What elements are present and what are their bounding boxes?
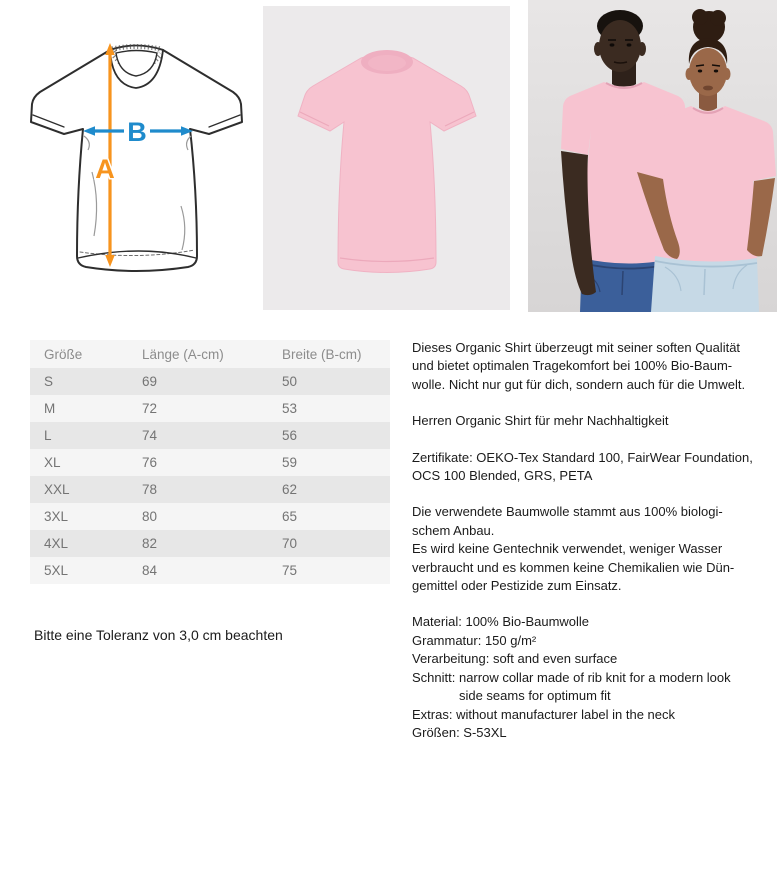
description-line: Herren Organic Shirt für mehr Nachhaltigkeit [412, 413, 669, 429]
models-photo [528, 0, 777, 312]
table-cell: 50 [282, 374, 298, 389]
description [412, 339, 774, 742]
description-paragraph [412, 503, 774, 595]
description-line: side seams for optimum fit [412, 688, 611, 704]
table-cell: 62 [282, 482, 298, 497]
table-cell: L [44, 428, 52, 443]
measurement-label-a: A [95, 154, 115, 184]
table-row [30, 530, 390, 557]
table-cell: 74 [142, 428, 158, 443]
description-line: Grammatur: 150 g/m² [412, 632, 537, 648]
flat-shirt-photo [263, 6, 510, 310]
table-cell: M [44, 401, 56, 416]
table-cell: 78 [142, 482, 158, 497]
description-paragraph [412, 412, 774, 430]
table-cell: 70 [282, 536, 298, 551]
description-line: verbraucht und es kommen keine Chemikalien wie Dün- [412, 559, 735, 575]
description-line: Es wird keine Gentechnik verwendet, weniger Wasser [412, 541, 723, 557]
description-line: Extras: without manufacturer label in the neck [412, 706, 676, 722]
flat-pink-shirt [263, 6, 510, 310]
col-header-length: Länge (A-cm) [142, 346, 224, 362]
table-cell: 84 [142, 563, 158, 578]
table-row [30, 503, 390, 530]
description-line: OCS 100 Blended, GRS, PETA [412, 468, 593, 484]
table-cell: 65 [282, 509, 298, 524]
table-row [30, 476, 390, 503]
table-cell: 56 [282, 428, 298, 443]
description-line: Dieses Organic Shirt überzeugt mit seiner soften Qualität [412, 340, 741, 355]
table-cell: 59 [282, 455, 298, 470]
table-cell: XXL [44, 482, 70, 497]
table-cell: XL [44, 455, 61, 470]
table-row [30, 449, 390, 476]
tolerance-note: Bitte eine Toleranz von 3,0 cm beachten [34, 627, 283, 643]
description-line: Die verwendete Baumwolle stammt aus 100% biologi- [412, 504, 723, 520]
description-line: gemittel oder Pestizide zum Einsatz. [412, 578, 622, 594]
table-cell: 5XL [44, 563, 69, 578]
table-row [30, 395, 390, 422]
pink-shirt-shape [298, 50, 476, 273]
table-row [30, 422, 390, 449]
description-line: und bietet optimalen Tragekomfort bei 100% Bio-Baum- [412, 358, 733, 374]
description-line: Material: 100% Bio-Baumwolle [412, 614, 590, 630]
size-table [30, 340, 390, 584]
table-cell: 4XL [44, 536, 69, 551]
description-paragraph [412, 449, 774, 486]
description-line: wolle. Nicht nur gut für dich, sondern auch für die Umwelt. [412, 376, 746, 392]
table-row [30, 368, 390, 395]
table-cell: 72 [142, 401, 158, 416]
col-header-size: Größe [44, 346, 83, 362]
model-woman [636, 9, 776, 312]
table-cell: 76 [142, 455, 158, 470]
description-line: Größen: S-53XL [412, 724, 507, 740]
description-line: schem Anbau. [412, 522, 495, 538]
table-cell: 82 [142, 536, 158, 551]
man-face [599, 20, 641, 72]
table-cell: 3XL [44, 509, 69, 524]
table-cell: 75 [282, 563, 298, 578]
description-paragraph [412, 613, 774, 742]
description-line: Verarbeitung: soft and even surface [412, 651, 618, 667]
description-line: Schnitt: narrow collar made of rib knit for a modern look [412, 669, 731, 685]
measurement-label-b: B [127, 117, 147, 147]
description-paragraph [412, 339, 774, 394]
size-table-header [30, 340, 390, 368]
size-table-body [30, 368, 390, 584]
tshirt-measurement-diagram [20, 0, 256, 312]
table-cell: 53 [282, 401, 298, 416]
models-illustration [528, 0, 777, 312]
table-cell: 69 [142, 374, 158, 389]
table-cell: S [44, 374, 54, 389]
table-cell: 80 [142, 509, 158, 524]
description-line: Zertifikate: OEKO-Tex Standard 100, FairWear Foundation, [412, 449, 753, 465]
col-header-width: Breite (B-cm) [282, 346, 362, 362]
table-row [30, 557, 390, 584]
size-diagram-image [20, 0, 256, 312]
